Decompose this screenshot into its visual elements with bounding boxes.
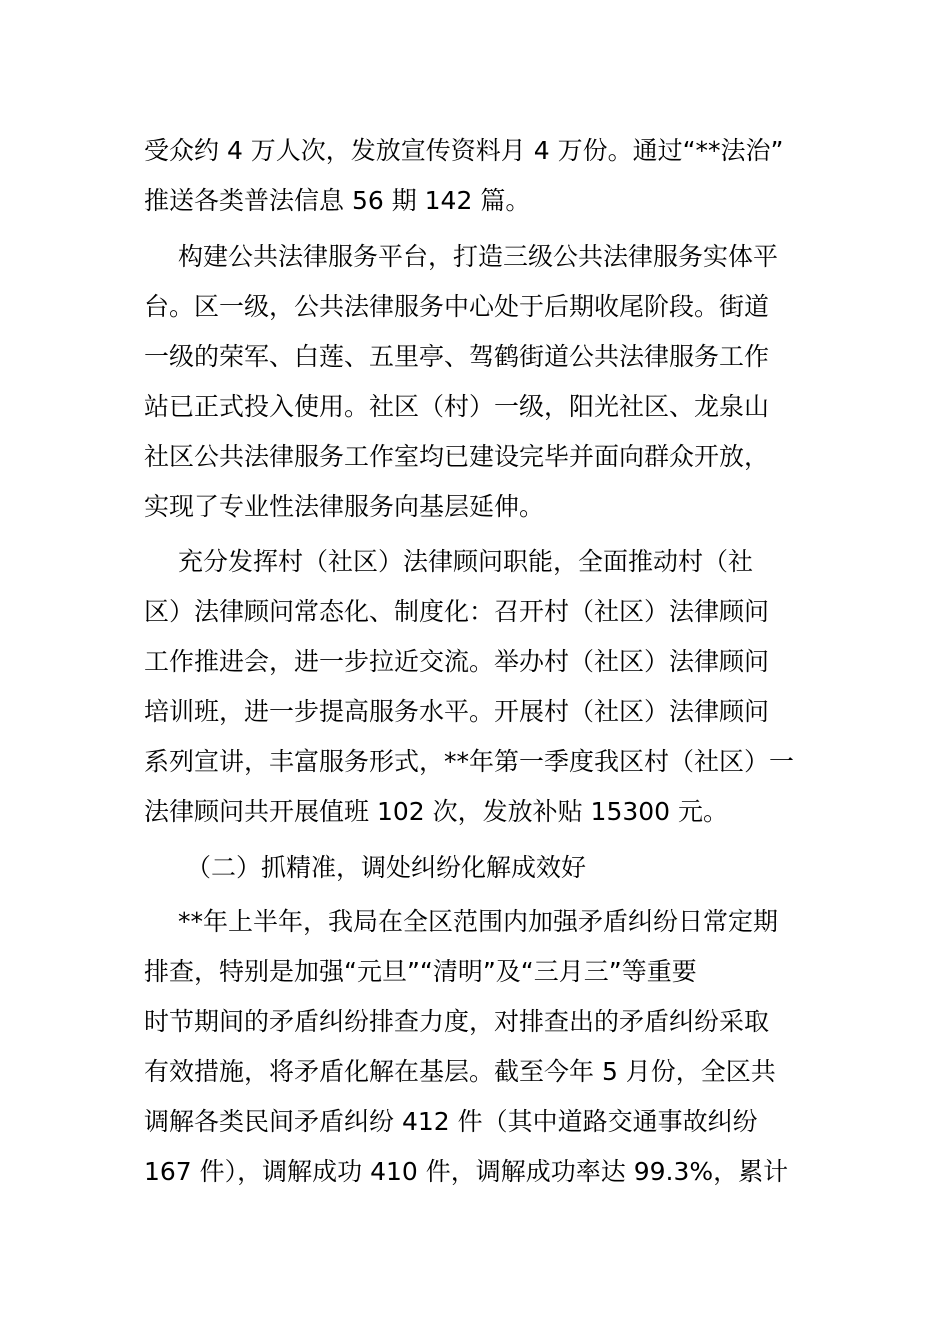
- section-heading: （二）抓精准，调处纠纷化解成效好: [186, 853, 587, 882]
- paragraph-line: 一级的荣军、白莲、五里亭、驾鹤街道公共法律服务工作: [144, 342, 770, 371]
- paragraph-line: 法律顾问共开展值班 102 次，发放补贴 15300 元。: [144, 797, 729, 826]
- paragraph-line: 有效措施，将矛盾化解在基层。截至今年 5 月份，全区共: [144, 1057, 776, 1086]
- paragraph-line: 受众约 4 万人次，发放宣传资料月 4 万份。通过“**法治”: [144, 136, 784, 165]
- paragraph-line: 推送各类普法信息 56 期 142 篇。: [144, 186, 531, 215]
- paragraph-line: 排查，特别是加强“元旦”“清明”及“三月三”等重要: [144, 957, 697, 986]
- paragraph-line: 167 件），调解成功 410 件，调解成功率达 99.3%，累计: [144, 1157, 789, 1186]
- paragraph-line: 社区公共法律服务工作室均已建设完毕并面向群众开放，: [144, 442, 770, 471]
- paragraph-line: 培训班，进一步提高服务水平。开展村（社区）法律顾问: [144, 697, 770, 726]
- paragraph-line: 实现了专业性法律服务向基层延伸。: [144, 492, 545, 521]
- paragraph-line: **年上半年，我局在全区范围内加强矛盾纠纷日常定期: [178, 907, 779, 936]
- paragraph-line: 调解各类民间矛盾纠纷 412 件（其中道路交通事故纠纷: [144, 1107, 758, 1136]
- paragraph-line: 时节期间的矛盾纠纷排查力度，对排查出的矛盾纠纷采取: [144, 1007, 770, 1036]
- paragraph-line: 台。区一级，公共法律服务中心处于后期收尾阶段。街道: [144, 292, 770, 321]
- paragraph-line: 系列宣讲，丰富服务形式，**年第一季度我区村（社区）一: [144, 747, 795, 776]
- paragraph-line: 站已正式投入使用。社区（村）一级，阳光社区、龙泉山: [144, 392, 770, 421]
- paragraph-line: 充分发挥村（社区）法律顾问职能，全面推动村（社: [178, 547, 754, 576]
- paragraph-line: 工作推进会，进一步拉近交流。举办村（社区）法律顾问: [144, 647, 770, 676]
- paragraph-line: 构建公共法律服务平台，打造三级公共法律服务实体平: [178, 242, 779, 271]
- paragraph-line: 区）法律顾问常态化、制度化：召开村（社区）法律顾问: [144, 597, 770, 626]
